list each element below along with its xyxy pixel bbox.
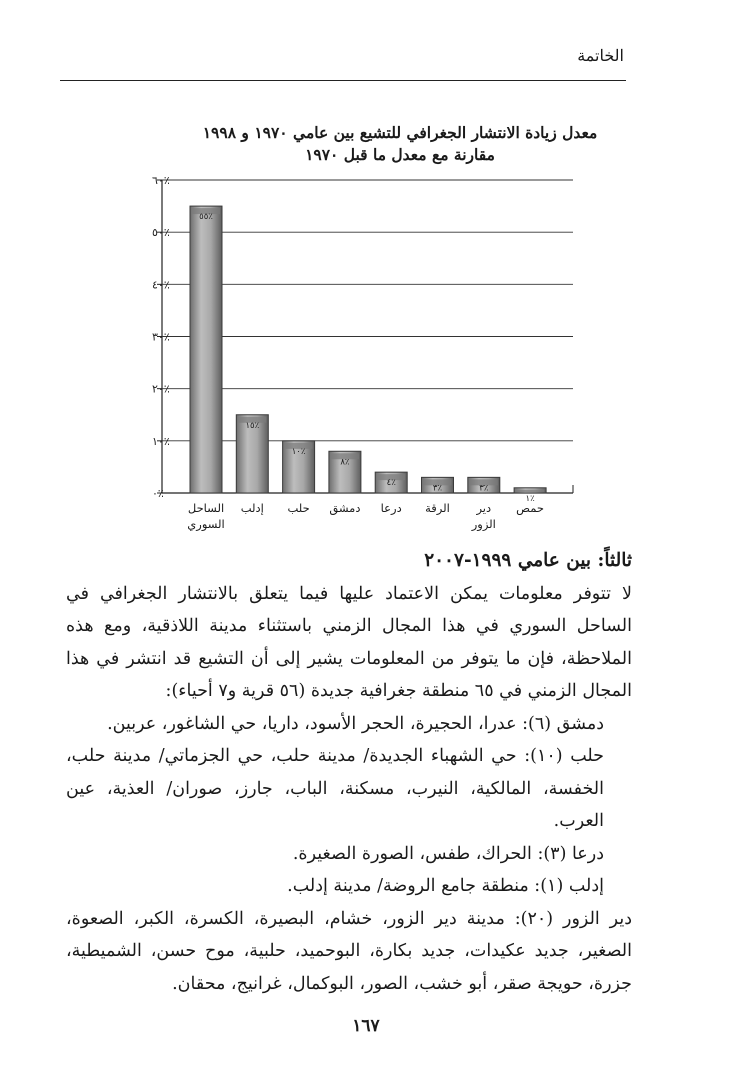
running-head: الخاتمة bbox=[577, 46, 624, 65]
x-category-label: دمشق bbox=[329, 501, 361, 515]
intro-paragraph: لا تتوفر معلومات يمكن الاعتماد عليها فيما يتعلق بالانتشار الجغرافي في الساحل السوري في هذا المجال الزمني باستثناء مدينة اللاذقية، ومع هذه الملاحظة، فإن ما يتوفر من المعلومات يشير إلى أن التشيع قد انتشر في هذا المجال الزمني في ٦٥ منطقة جغرافية جديدة (٥٦ قرية و٧ أحياء): bbox=[66, 583, 632, 701]
bar-value-label: ٪٣ bbox=[479, 483, 489, 494]
section-heading: ثالثاً: بين عامي ١٩٩٩-٢٠٠٧ bbox=[424, 550, 632, 571]
deir-ezzor-list: دير الزور (٢٠): مدينة دير الزور، خشام، البصيرة، الكسرة، الكبر، الصعوة، الصغير، جديد عكيدات، جديد بكارة، البوحميد، حلبية، موح حسن، الشميطية، جزرة، حويجة صقر، أبو خشب، الصور، البوكمال، غرانيج، محقان. bbox=[66, 908, 632, 994]
idlib-list: إدلب (١): منطقة جامع الروضة/ مدينة إدلب. bbox=[287, 876, 604, 896]
x-category-label: درعا bbox=[380, 501, 402, 515]
y-tick-label: ٪٣٠ bbox=[152, 330, 170, 344]
x-category-label: إدلب bbox=[240, 501, 264, 515]
bar-chart bbox=[0, 0, 732, 540]
x-category-label: السوري bbox=[187, 517, 225, 531]
y-tick-label: ٪٦٠ bbox=[152, 174, 170, 187]
bar-value-label: ٪٤ bbox=[386, 478, 396, 489]
x-category-label: الزور bbox=[471, 517, 496, 531]
chart-subtitle: مقارنة مع معدل ما قبل ١٩٧٠ bbox=[305, 145, 495, 164]
daraa-list: درعا (٣): الحراك، طفس، الصورة الصغيرة. bbox=[292, 843, 604, 864]
body-text bbox=[66, 545, 632, 1000]
x-category-label: حلب bbox=[287, 501, 310, 515]
aleppo-list: حلب (١٠): حي الشهباء الجديدة/ مدينة حلب، حي الجزماتي/ مدينة حلب، الخفسة، المالكية، النيرب، مسكنة، الباب، جارز، صوران/ العذية، عين العرب. bbox=[66, 746, 604, 831]
y-tick-label: ٪١٠ bbox=[152, 434, 170, 448]
x-category-label: الرقة bbox=[425, 501, 450, 515]
x-category-label: دير bbox=[476, 501, 492, 515]
page-number: ١٦٧ bbox=[352, 1016, 380, 1036]
damascus-list: دمشق (٦): عدرا، الحجيرة، الحجر الأسود، داريا، حي الشاغور، عربين. bbox=[107, 713, 604, 734]
x-category-label: حمص bbox=[516, 501, 545, 515]
y-tick-label: ٪٢٠ bbox=[152, 382, 170, 396]
y-tick-label: ٪٥٠ bbox=[152, 226, 170, 240]
bar-value-label: ٪٨ bbox=[340, 457, 350, 468]
bar-value-label: ٪١٠ bbox=[291, 446, 306, 457]
bar-value-label: ٪٥٥ bbox=[199, 212, 213, 223]
bar-value-label: ٪١ bbox=[525, 493, 535, 504]
bar-value-label: ٪٣ bbox=[432, 483, 443, 494]
y-tick-label: ٪٠ bbox=[152, 487, 164, 500]
bar-value-label: ٪١٥ bbox=[245, 420, 260, 431]
bar-cap bbox=[516, 490, 544, 492]
chart-title: معدل زيادة الانتشار الجغرافي للتشيع بين عامي ١٩٧٠ و ١٩٩٨ bbox=[202, 123, 598, 142]
bar bbox=[190, 206, 222, 493]
y-tick-label: ٪٤٠ bbox=[152, 278, 170, 292]
x-category-label: الساحل bbox=[187, 501, 225, 515]
